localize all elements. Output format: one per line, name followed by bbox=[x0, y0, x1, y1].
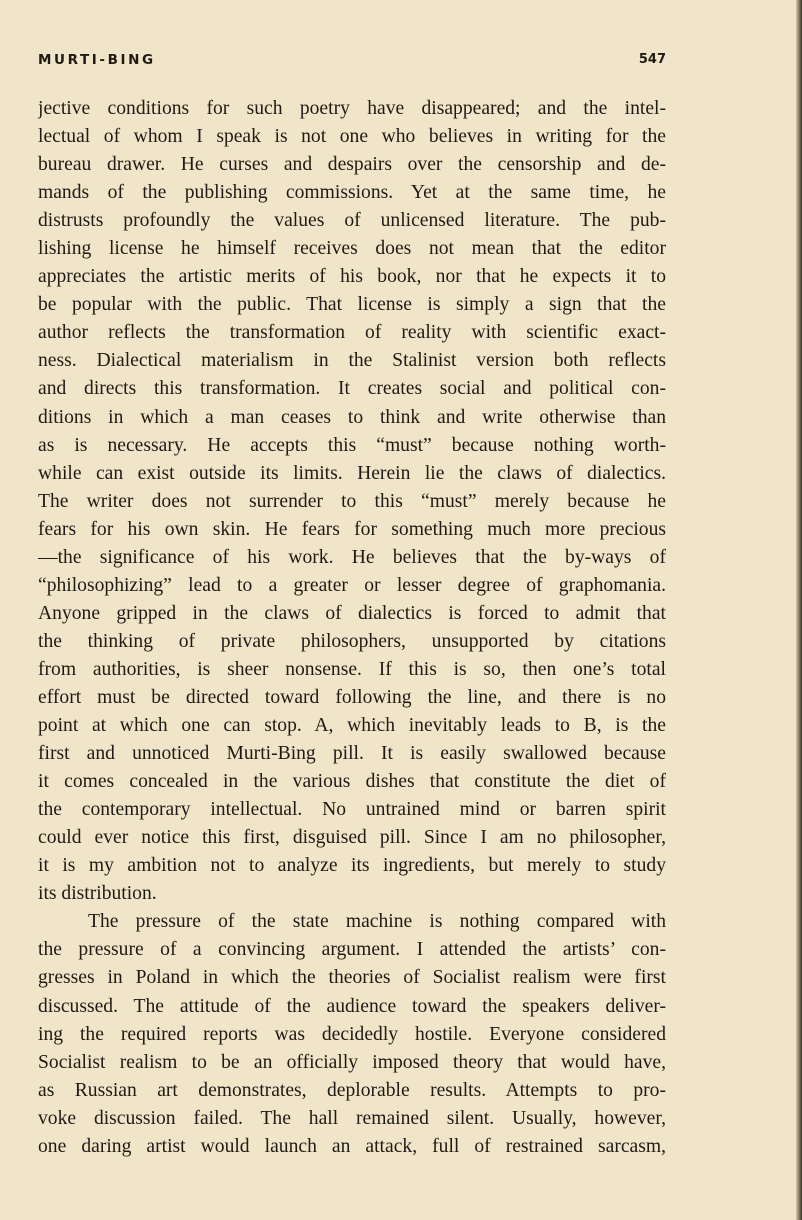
text-line: as is necessary. He accepts this “must” because nothing worth- bbox=[38, 434, 666, 456]
text-line: effort must be directed toward following the line, and there is no bbox=[38, 686, 666, 708]
text-line: the contemporary intellectual. No untrained mind or barren spirit bbox=[38, 799, 666, 821]
text-line: as Russian art demonstrates, deplorable results. Attempts to pro- bbox=[38, 1079, 666, 1101]
text-line: ing the required reports was decidedly hostile. Everyone considered bbox=[38, 1023, 666, 1045]
text-line: be popular with the public. That license is simply a sign that the bbox=[38, 294, 666, 316]
text-line: Socialist realism to be an officially imposed theory that would have, bbox=[38, 1051, 666, 1073]
running-head bbox=[38, 52, 666, 74]
paragraph-first-line: The pressure of the state machine is nothing compared with bbox=[88, 911, 666, 933]
text-line: from authorities, is sheer nonsense. If this is so, then one’s total bbox=[38, 658, 666, 680]
page-edge bbox=[796, 0, 802, 1220]
text-line: point at which one can stop. A, which inevitably leads to B, is the bbox=[38, 715, 666, 737]
text-line: “philosophizing” lead to a greater or lesser degree of graphomania. bbox=[38, 574, 666, 596]
text-line: discussed. The attitude of the audience toward the speakers deliver- bbox=[38, 995, 666, 1017]
page-number: 547 bbox=[638, 52, 666, 67]
text-line: gresses in Poland in which the theories of Socialist realism were first bbox=[38, 967, 666, 989]
text-line: it comes concealed in the various dishes that constitute the diet of bbox=[38, 771, 666, 793]
text-line: appreciates the artistic merits of his book, nor that he expects it to bbox=[38, 266, 666, 288]
text-line: the thinking of private philosophers, unsupported by citations bbox=[38, 630, 666, 652]
body-text bbox=[38, 95, 666, 1161]
text-line: jective conditions for such poetry have disappeared; and the intel- bbox=[38, 98, 666, 119]
text-line: could ever notice this first, disguised pill. Since I am no philosopher, bbox=[38, 827, 666, 849]
text-line: distrusts profoundly the values of unlicensed literature. The pub- bbox=[38, 210, 666, 232]
text-line: ness. Dialectical materialism in the Stalinist version both reflects bbox=[38, 350, 666, 372]
text-line: bureau drawer. He curses and despairs over the censorship and de- bbox=[38, 154, 666, 176]
text-line: author reflects the transformation of reality with scientific exact- bbox=[38, 322, 666, 344]
text-line: ditions in which a man ceases to think and write otherwise than bbox=[38, 406, 666, 428]
text-line: mands of the publishing commissions. Yet at the same time, he bbox=[38, 182, 666, 204]
paragraph-last-line: its distribution. bbox=[38, 883, 157, 905]
text-line: while can exist outside its limits. Herein lie the claws of dialectics. bbox=[38, 462, 666, 484]
text-line: it is my ambition not to analyze its ingredients, but merely to study bbox=[38, 855, 666, 877]
text-line: the pressure of a convincing argument. I attended the artists’ con- bbox=[38, 939, 666, 961]
text-line: voke discussion failed. The hall remained silent. Usually, however, bbox=[38, 1107, 666, 1129]
text-line: fears for his own skin. He fears for something much more precious bbox=[38, 518, 666, 540]
text-line: Anyone gripped in the claws of dialectics is forced to admit that bbox=[38, 602, 666, 624]
text-line: lishing license he himself receives does not mean that the editor bbox=[38, 238, 666, 260]
text-line: —the significance of his work. He believes that the by-ways of bbox=[38, 546, 666, 568]
text-line: first and unnoticed Murti-Bing pill. It is easily swallowed because bbox=[38, 743, 666, 765]
text-line: lectual of whom I speak is not one who believes in writing for the bbox=[38, 126, 666, 148]
text-line: one daring artist would launch an attack, full of restrained sarcasm, bbox=[38, 1135, 666, 1157]
text-line: and directs this transformation. It creates social and political con- bbox=[38, 378, 666, 400]
text-line: The writer does not surrender to this “must” merely because he bbox=[38, 490, 666, 512]
running-title: MURTI-BING bbox=[38, 52, 156, 68]
